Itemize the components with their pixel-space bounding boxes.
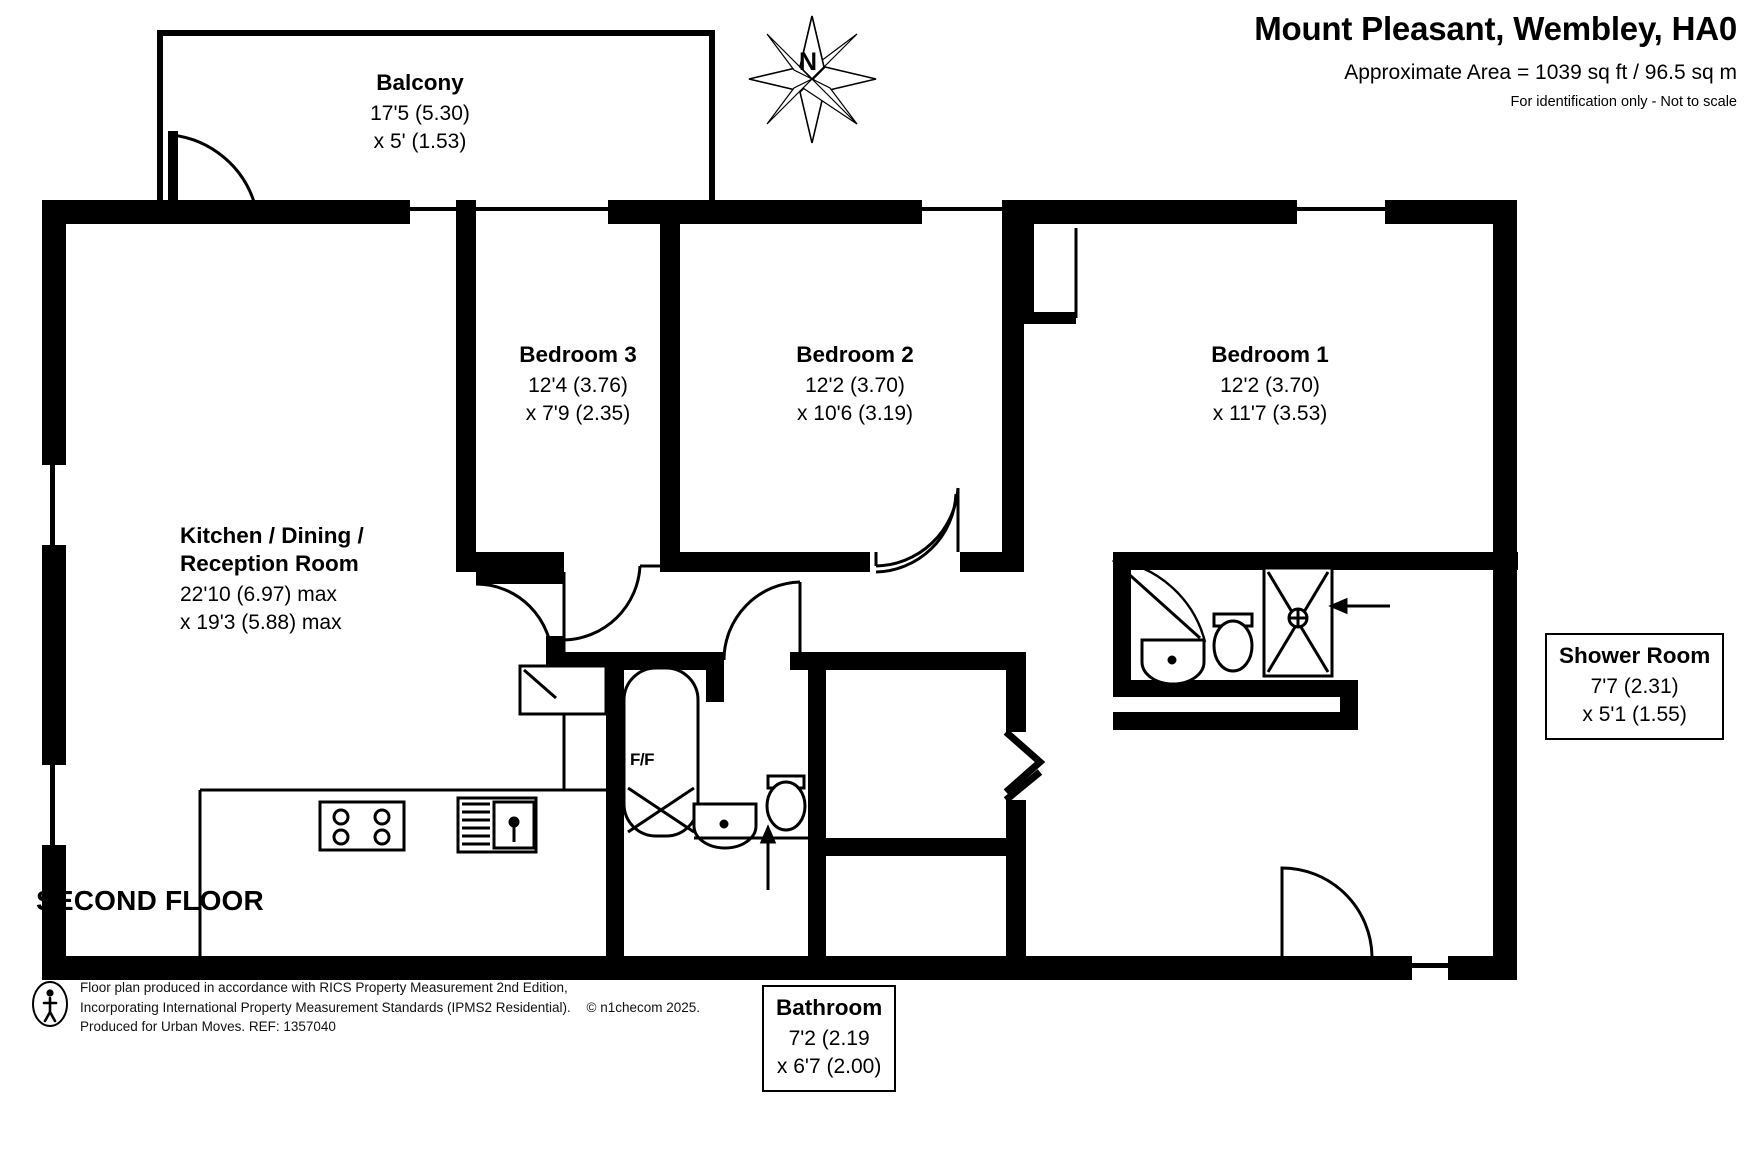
sink-icon <box>458 798 536 852</box>
identification-note: For identification only - Not to scale <box>1510 94 1737 111</box>
room-label-shower-room: Shower Room 7'7 (2.31) x 5'1 (1.55) <box>1545 633 1724 740</box>
fridge-freezer-label: F/F <box>630 750 654 769</box>
footer-line-2 <box>80 998 700 1018</box>
compass-north-letter: N <box>798 48 818 76</box>
bathroom-toilet-icon <box>767 776 805 830</box>
room-label-bedroom-2: Bedroom 2 12'2 (3.70) x 10'6 (3.19) <box>796 342 914 425</box>
interior-walls <box>456 200 1518 960</box>
accessibility-icon <box>32 981 68 1027</box>
room-label-bedroom-1: Bedroom 1 12'2 (3.70) x 11'7 (3.53) <box>1211 342 1329 425</box>
room-label-balcony: Balcony 17'5 (5.30) x 5' (1.53) <box>370 70 470 153</box>
balcony-door <box>168 131 255 205</box>
room-label-bathroom: Bathroom 7'2 (2.19 x 6'7 (2.00) <box>762 985 896 1092</box>
shower-toilet-icon <box>1214 614 1252 671</box>
footer-line-3: Produced for Urban Moves. REF: 1357040 <box>80 1019 336 1035</box>
approximate-area: Approximate Area = 1039 sq ft / 96.5 sq m <box>1344 60 1737 84</box>
footer-line-2-text: Incorporating International Property Measurement Standards (IPMS2 Residential). <box>80 999 571 1015</box>
bathroom-basin-icon <box>694 804 756 848</box>
footer-copyright: © n1checom 2025. <box>586 999 701 1015</box>
footer-disclaimer <box>80 978 700 1037</box>
footer-line-1: Floor plan produced in accordance with RICS Property Measurement 2nd Edition, <box>80 980 568 995</box>
room-label-bedroom-3: Bedroom 3 12'4 (3.76) x 7'9 (2.35) <box>519 342 637 425</box>
page-title: Mount Pleasant, Wembley, HA0 <box>1254 10 1737 47</box>
fridge-freezer-icon <box>520 666 606 714</box>
hob-icon <box>320 802 404 850</box>
room-label-kitchen-dining-reception: Kitchen / Dining / Reception Room 22'10 (6.97) max x 19'3 (5.88) max <box>180 523 364 634</box>
floor-title: SECOND FLOOR <box>36 885 264 916</box>
shower-tray-icon <box>1264 568 1332 676</box>
shower-basin-icon <box>1142 640 1204 684</box>
